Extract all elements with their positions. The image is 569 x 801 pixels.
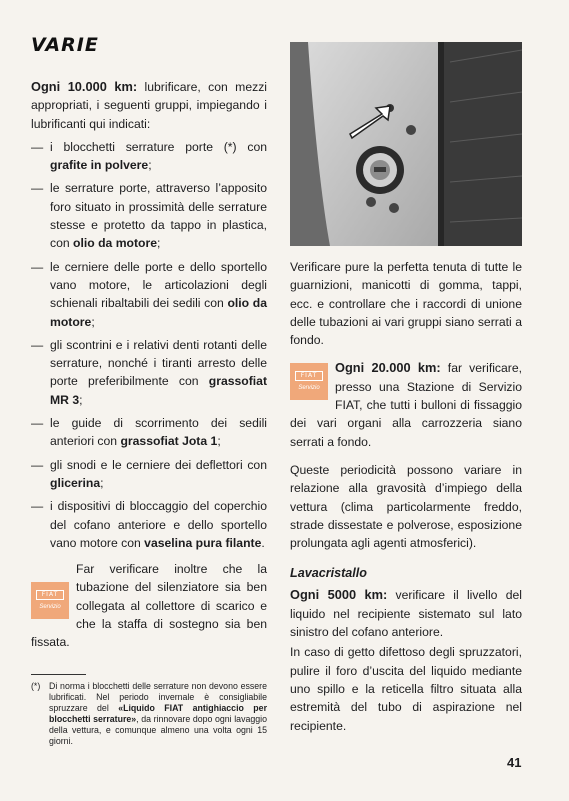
lubricant-name: glicerina: [50, 475, 101, 490]
intro-text: lubrificare, con mezzi appropriati, i seguenti gruppi, impiegando i lubrificanti qui indicati:: [31, 80, 267, 131]
lubricant-name: olio da motore: [50, 296, 267, 329]
interval-10000-label: Ogni 10.000 km:: [31, 79, 138, 94]
section-title: VARIE: [31, 34, 99, 56]
left-column: [31, 34, 267, 747]
fiat-service-badge: [290, 363, 328, 400]
intro-paragraph: [31, 78, 267, 133]
list-item: — le serrature porte, attraverso l’apposito foro situato in prossimità delle serrature stesse e protetto da tappo in plastica, con olio da motore;: [31, 179, 267, 252]
fiat-service-badge: [31, 582, 69, 619]
lubricant-name: olio da motore: [73, 236, 158, 251]
fiat-logo: FIAT: [36, 590, 64, 600]
footnote-product: «Liquido FIAT antighiaccio per blocchetti serrature»: [49, 702, 267, 724]
list-item: — gli scontrini e i relativi denti rotanti delle serrature, nonché i tiranti arresto delle porte preferibilmente con grassofiat MR 3;: [31, 336, 267, 409]
interval-20000-label: Ogni 20.000 km:: [335, 360, 441, 376]
list-item: — gli snodi e le cerniere dei deflettori con glicerina;: [31, 456, 267, 493]
lubrication-list: [31, 138, 267, 552]
list-item: — i dispositivi di bloccaggio del coperchio del cofano anteriore e dello sportello vano motore con vaselina pura filante.: [31, 497, 267, 552]
footnote: (*) Di norma i blocchetti delle serrature non devono essere lubrificati. Nel periodo invernale è consigliabile spruzzare del «Liquido FIAT antighiaccio per blocchetti serrature», da rinnovare dopo ogni lavaggio della vettura, e comunque almeno una volta ogni 15 giorni.: [31, 680, 267, 746]
interval-5000-label: Ogni 5000 km:: [290, 587, 388, 603]
list-item: — le guide di scorrimento dei sedili anteriori con grassofiat Jota 1;: [31, 414, 267, 451]
list-item: — i blocchetti serrature porte (*) con grafite in polvere;: [31, 138, 267, 175]
lubricant-name: grafite in polvere: [50, 158, 149, 173]
footnote-divider: [31, 674, 86, 675]
lubricant-name: grassofiat MR 3: [50, 374, 267, 407]
exhaust-text: Far verificare inoltre che la tubazione del silenziatore sia ben collegata al collettore di scarico e che la staffa di sostegno sia ben fissata.: [31, 562, 267, 650]
lubricant-name: vaselina pura filante: [144, 535, 262, 550]
interval-20000-paragraph: FIAT Servizio Ogni 20.000 km: far verificare, presso una Stazione di Servizio FIAT, che tutti i bulloni di fissaggio dei vari organi alla carrozzeria siano serrati a fondo.: [290, 360, 523, 449]
door-lock-photo: [290, 42, 522, 246]
service-label: Servizio: [39, 604, 61, 611]
footnote-mark: (*): [31, 680, 41, 691]
right-column: [290, 258, 522, 735]
fiat-logo: FIAT: [295, 371, 323, 381]
washer-cleaning-paragraph: In caso di getto difettoso degli spruzzatori, pulire il foro d’uscita del liquido mediante uno spillo e la reticella filtro situata alla estremità del tubo di aspirazione nel recipiente.: [290, 645, 522, 733]
periodicity-paragraph: Queste periodicità possono variare in relazione alla gravosità d’impiego della vettura (clima particolarmente freddo, strade dissestate e polverose, esposizione prolungata agli agenti atmosferici).: [290, 462, 522, 551]
exhaust-paragraph: [31, 560, 267, 651]
washer-paragraph: Ogni 5000 km: verificare il livello del liquido nel recipiente sistemato sul lato sinistro del cofano anteriore.: [290, 587, 522, 640]
service-label: Servizio: [298, 385, 320, 392]
lubricant-name: grassofiat Jota 1: [120, 434, 218, 449]
page-number: 41: [507, 755, 522, 770]
check-paragraph: Verificare pure la perfetta tenuta di tutte le guarnizioni, manicotti di gomma, tappi, ecc. e controllare che i raccordi di unione delle tubazioni ai vari gruppi siano serrati a fondo.: [290, 260, 522, 348]
list-item: — le cerniere delle porte e dello sportello vano motore, le articolazioni degli schienali ribaltabili dei sedili con olio da motore;: [31, 258, 267, 331]
washer-heading: Lavacristallo: [290, 566, 368, 581]
